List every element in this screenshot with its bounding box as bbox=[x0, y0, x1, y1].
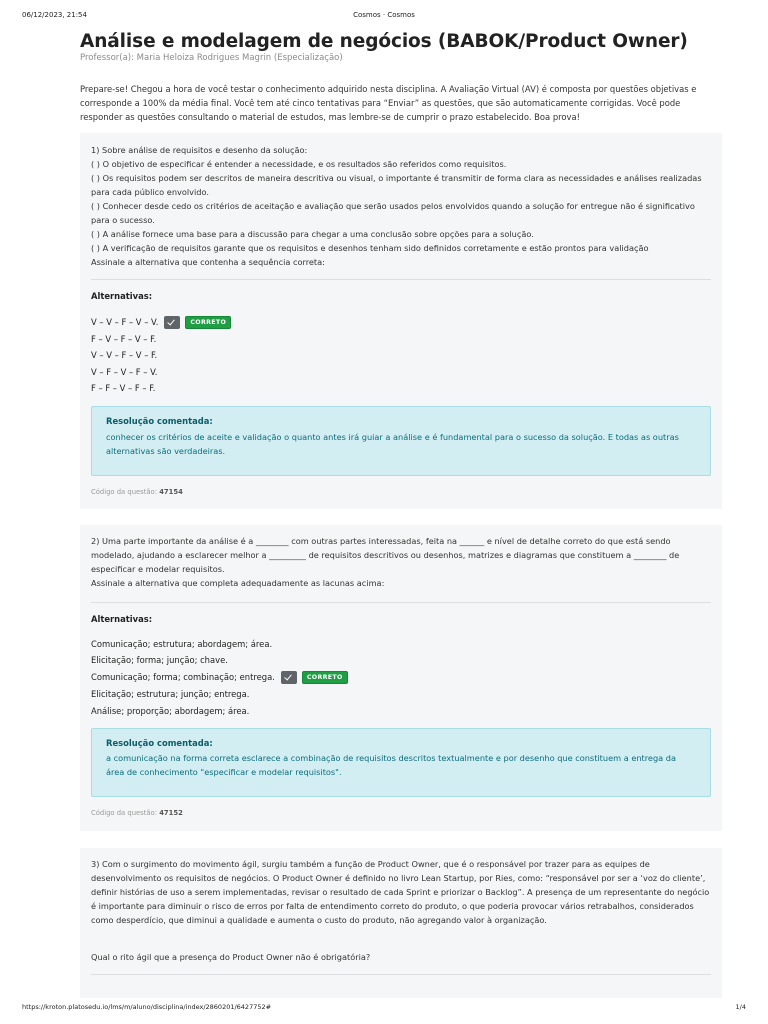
question-3-prompt: Qual o rito ágil que a presença do Product Owner não é obrigatória? bbox=[91, 952, 371, 962]
alternative-option[interactable] bbox=[91, 348, 157, 362]
question-1-line: ( ) A verificação de requisitos garante que os requisitos e desenhos tenham sido definidos corretamente e estão prontos para validação bbox=[91, 243, 649, 253]
question-code bbox=[91, 488, 183, 496]
resolution-title: Resolução comentada: bbox=[106, 738, 213, 748]
alternative-option[interactable] bbox=[91, 687, 249, 701]
alternative-label: F – V – F – V – F. bbox=[91, 334, 157, 344]
checkmark-icon bbox=[164, 316, 180, 329]
question-1-line: ( ) Conhecer desde cedo os critérios de aceitação e avaliação que serão usados pelos envolvidos quando a solução for entregue não é significativo para o sucesso. bbox=[91, 201, 695, 225]
divider bbox=[91, 602, 711, 603]
question-2-line: Assinale a alternativa que completa adequadamente as lacunas acima: bbox=[91, 578, 385, 588]
resolution-text: a comunicação na forma correta esclarece a combinação de requisitos descritos textualmente e por desenho que constituem a entrega da área de conhecimento "especificar e modelar requisitos". bbox=[106, 753, 677, 777]
page-title: Análise e modelagem de negócios (BABOK/Product Owner) bbox=[80, 31, 688, 52]
question-code-value: 47154 bbox=[159, 488, 183, 496]
question-code-label: Código da questão: bbox=[91, 809, 158, 817]
professor-name: Professor(a): Maria Heloiza Rodrigues Magrin (Especialização) bbox=[80, 53, 343, 63]
question-1-line: ( ) O objetivo de especificar é entender a necessidade, e os resultados são referidos como requisitos. bbox=[91, 159, 507, 169]
question-card-1 bbox=[80, 133, 722, 509]
checkmark-icon bbox=[281, 671, 297, 684]
print-url: https://kroton.platosedu.io/lms/m/aluno/disciplina/index/2860201/6427752# bbox=[22, 1003, 272, 1011]
alternatives-heading: Alternativas: bbox=[91, 291, 153, 301]
alternative-label: Comunicação; estrutura; abordagem; área. bbox=[91, 639, 273, 649]
question-2-line: 2) Uma parte importante da análise é a ________ com outras partes interessadas, feita na ______ e nível de detalhe correto do que está sendo modelado, ajudando a esclarecer melhor a _________ de requisitos descritivos ou desenhos, matrizes e diagramas que constituem a ________ de especificar e modelar requisitos. bbox=[91, 536, 680, 574]
alternative-option[interactable] bbox=[91, 315, 231, 329]
resolution-text: conhecer os critérios de aceite e validação o quanto antes irá guiar a análise e é fundamental para o sucesso da solução. E todas as outras alternativas são verdadeiras. bbox=[106, 432, 679, 456]
question-3-text bbox=[91, 857, 711, 927]
question-2-text bbox=[91, 534, 711, 590]
intro-text: Prepare-se! Chegou a hora de você testar o conhecimento adquirido nesta disciplina. A Avaliação Virtual (AV) é composta por questões objetivas e corresponde a 100% da média final. Você tem até cinco tentativas para “Enviar” as questões, que são automaticamente corrigidas. Você pode responder as questões consultando o material de estudos, mas lembre-se de cumprir o prazo estabelecido. Boa prova! bbox=[80, 84, 697, 122]
question-1-line: 1) Sobre análise de requisitos e desenho da solução: bbox=[91, 145, 308, 155]
divider bbox=[91, 279, 711, 280]
resolution-box bbox=[91, 728, 711, 797]
divider bbox=[91, 974, 711, 975]
alternative-option[interactable] bbox=[91, 332, 156, 346]
print-datetime: 06/12/2023, 21:54 bbox=[22, 11, 87, 19]
alternative-label: Análise; proporção; abordagem; área. bbox=[91, 706, 250, 716]
alternative-label: V – V – F – V – F. bbox=[91, 350, 158, 360]
correct-badge: CORRETO bbox=[302, 671, 348, 684]
question-code-label: Código da questão: bbox=[91, 488, 158, 496]
alternative-label: Elicitação; estrutura; junção; entrega. bbox=[91, 689, 250, 699]
resolution-title: Resolução comentada: bbox=[106, 416, 213, 426]
alternative-label: V – F – V – F – V. bbox=[91, 367, 158, 377]
alternative-label: Comunicação; forma; combinação; entrega. bbox=[91, 672, 275, 682]
alternative-option[interactable] bbox=[91, 637, 272, 651]
alternative-label: F – F – V – F – F. bbox=[91, 383, 156, 393]
question-1-line: ( ) A análise fornece uma base para a discussão para chegar a uma conclusão sobre opções para a solução. bbox=[91, 229, 534, 239]
question-code bbox=[91, 809, 183, 817]
resolution-box bbox=[91, 406, 711, 476]
print-page-number: 1/4 bbox=[735, 1003, 746, 1011]
correct-badge: CORRETO bbox=[185, 316, 231, 329]
alternative-option[interactable] bbox=[91, 653, 228, 667]
alternative-option[interactable] bbox=[91, 381, 155, 395]
alternative-label: V – V – F – V – V. bbox=[91, 317, 159, 327]
question-code-value: 47152 bbox=[159, 809, 183, 817]
question-card-2 bbox=[80, 525, 722, 831]
alternative-option[interactable] bbox=[91, 365, 157, 379]
question-1-line: ( ) Os requisitos podem ser descritos de maneira descritiva ou visual, o importante é transmitir de forma clara as necessidades e análises realizadas para cada público envolvido. bbox=[91, 173, 702, 197]
alternative-option[interactable] bbox=[91, 670, 348, 684]
print-page-title: Cosmos · Cosmos bbox=[353, 11, 415, 19]
question-1-text bbox=[91, 143, 711, 269]
alternative-option[interactable] bbox=[91, 704, 249, 718]
alternatives-heading: Alternativas: bbox=[91, 614, 153, 624]
question-card-3 bbox=[80, 848, 722, 998]
question-3-line: 3) Com o surgimento do movimento ágil, surgiu também a função de Product Owner, que é o responsável por trazer para as equipes de desenvolvimento os requisitos de negócios. O Product Owner é definido no livro Lean Startup, por Ries, como: “responsável por ser a ‘voz do cliente’, definir histórias de uso a serem implementadas, revisar o resultado de cada Sprint e priorizar o Backlog”. A presença de um representante do negócio é importante para diminuir o risco de erros por falta de entendimento correto do produto, o que poderia provocar vários retrabalhos, considerados como desperdício, que diminui a qualidade e aumenta o custo do produto, não agregando valor à organização. bbox=[91, 859, 710, 925]
print-footer bbox=[22, 1003, 746, 1013]
alternative-label: Elicitação; forma; junção; chave. bbox=[91, 655, 228, 665]
question-1-line: Assinale a alternativa que contenha a sequência correta: bbox=[91, 257, 325, 267]
print-header bbox=[22, 11, 746, 21]
